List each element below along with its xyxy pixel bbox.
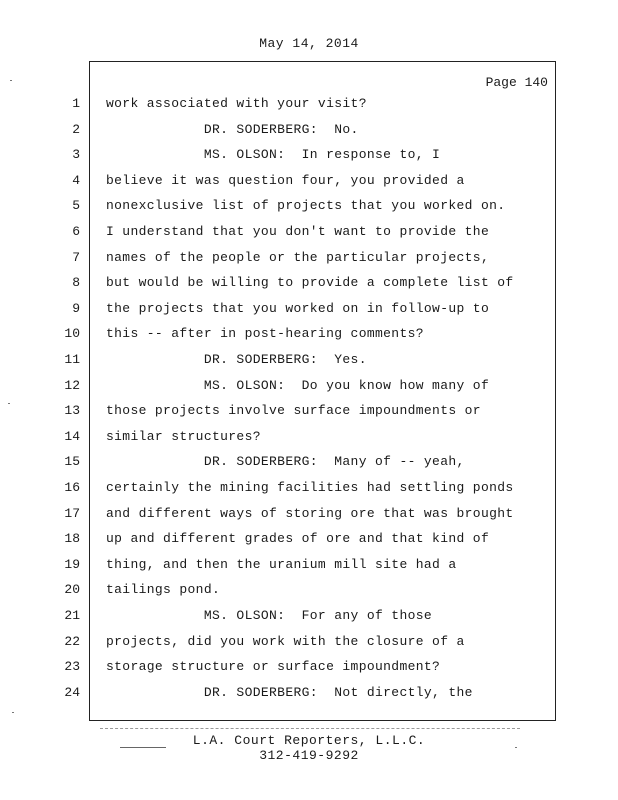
line-number: 14 — [64, 429, 80, 444]
transcript-line: DR. SODERBERG: Not directly, the — [106, 685, 473, 700]
line-number: 24 — [64, 685, 80, 700]
transcript-line: DR. SODERBERG: Many of -- yeah, — [106, 454, 465, 469]
transcript-line: similar structures? — [106, 429, 261, 444]
transcript-line: the projects that you worked on in follow-up to — [106, 301, 490, 316]
scan-speck — [12, 712, 14, 713]
transcript-line: but would be willing to provide a complete list of — [106, 275, 514, 290]
scan-speck — [8, 403, 10, 404]
line-number: 10 — [64, 326, 80, 341]
line-number: 17 — [64, 506, 80, 521]
transcript-line: nonexclusive list of projects that you worked on. — [106, 198, 506, 213]
line-number: 19 — [64, 557, 80, 572]
header-date: May 14, 2014 — [259, 36, 359, 51]
transcript-line: names of the people or the particular projects, — [106, 250, 490, 265]
line-number: 11 — [64, 352, 80, 367]
line-number: 23 — [64, 659, 80, 674]
transcript-line: work associated with your visit? — [106, 96, 367, 111]
scan-speck — [515, 747, 517, 748]
footer-rule — [100, 728, 520, 729]
transcript-line: DR. SODERBERG: No. — [106, 122, 359, 137]
page-number: Page 140 — [485, 75, 548, 90]
transcript-line: this -- after in post-hearing comments? — [106, 326, 424, 341]
line-number: 9 — [72, 301, 80, 316]
line-number: 21 — [64, 608, 80, 623]
line-number: 22 — [64, 634, 80, 649]
line-number: 12 — [64, 378, 80, 393]
transcript-line: certainly the mining facilities had settling ponds — [106, 480, 514, 495]
line-number: 13 — [64, 403, 80, 418]
transcript-line: MS. OLSON: Do you know how many of — [106, 378, 490, 393]
transcript-line: tailings pond. — [106, 582, 221, 597]
transcript-line: storage structure or surface impoundment? — [106, 659, 441, 674]
transcript-line: up and different grades of ore and that kind of — [106, 531, 490, 546]
transcript-line: believe it was question four, you provided a — [106, 173, 465, 188]
transcript-line: and different ways of storing ore that was brought — [106, 506, 514, 521]
line-number: 6 — [72, 224, 80, 239]
transcript-line: MS. OLSON: In response to, I — [106, 147, 441, 162]
line-number: 4 — [72, 173, 80, 188]
line-number: 15 — [64, 454, 80, 469]
scan-speck — [10, 80, 12, 81]
line-number: 5 — [72, 198, 80, 213]
transcript-line: MS. OLSON: For any of those — [106, 608, 433, 623]
transcript-line: those projects involve surface impoundments or — [106, 403, 481, 418]
transcript-line: projects, did you work with the closure of a — [106, 634, 465, 649]
line-number: 3 — [72, 147, 80, 162]
line-number: 20 — [64, 582, 80, 597]
transcript-line: I understand that you don't want to provide the — [106, 224, 490, 239]
transcript-line: thing, and then the uranium mill site had a — [106, 557, 457, 572]
line-number: 18 — [64, 531, 80, 546]
line-number: 2 — [72, 122, 80, 137]
footer-phone: 312-419-9292 — [259, 748, 359, 763]
line-number: 8 — [72, 275, 80, 290]
line-number: 7 — [72, 250, 80, 265]
line-number: 16 — [64, 480, 80, 495]
footer-company: L.A. Court Reporters, L.L.C. — [192, 733, 426, 748]
line-number: 1 — [72, 96, 80, 111]
transcript-line: DR. SODERBERG: Yes. — [106, 352, 367, 367]
